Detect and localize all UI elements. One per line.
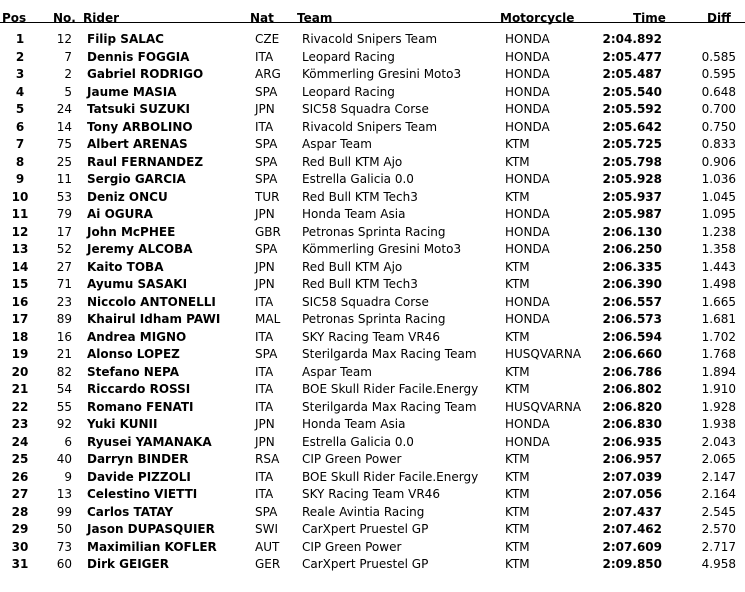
- cell-pos: 14: [11, 259, 29, 274]
- cell-team: SKY Racing Team VR46: [302, 487, 440, 501]
- cell-no: 52: [56, 242, 72, 256]
- cell-rider: Carlos TATAY: [87, 504, 174, 519]
- cell-rider: Ayumu SASAKI: [87, 277, 188, 291]
- cell-team: Sterilgarda Max Racing Team: [302, 399, 477, 414]
- cell-rider: Darryn BINDER: [87, 452, 189, 466]
- cell-pos: 23: [11, 417, 29, 431]
- cell-diff: 1.910: [701, 382, 736, 396]
- cell-pos: 8: [15, 154, 25, 169]
- cell-time: 2:06.935: [602, 434, 662, 449]
- cell-rider: Tony ARBOLINO: [87, 119, 193, 134]
- cell-pos: 18: [11, 329, 29, 344]
- cell-rider: Khairul Idham PAWI: [87, 312, 221, 326]
- cell-time: 2:06.660: [602, 347, 662, 361]
- cell-motorcycle: HONDA: [505, 417, 550, 431]
- cell-no: 21: [56, 347, 72, 361]
- cell-time: 2:06.830: [602, 417, 662, 431]
- table-row: [0, 118, 745, 136]
- cell-rider: Riccardo ROSSI: [87, 382, 191, 396]
- cell-diff: 1.443: [701, 259, 736, 274]
- table-row: [0, 205, 745, 223]
- cell-motorcycle: HONDA: [505, 49, 550, 64]
- cell-diff: 1.681: [701, 312, 736, 326]
- cell-diff: 2.570: [701, 522, 736, 536]
- cell-rider: Filip SALAC: [87, 32, 164, 46]
- cell-time: 2:06.594: [602, 329, 662, 344]
- cell-nat: ITA: [255, 382, 274, 396]
- cell-no: 5: [64, 84, 72, 99]
- cell-nat: ARG: [255, 67, 281, 81]
- cell-team: Red Bull KTM Ajo: [302, 154, 403, 169]
- cell-team: Petronas Sprinta Racing: [302, 224, 446, 239]
- cell-pos: 30: [11, 539, 29, 554]
- cell-no: 11: [56, 172, 72, 186]
- table-row: [0, 363, 745, 381]
- cell-no: 40: [56, 452, 72, 466]
- cell-team: Rivacold Snipers Team: [302, 119, 438, 134]
- cell-no: 79: [56, 207, 72, 221]
- cell-rider: Dirk GEIGER: [87, 557, 169, 571]
- cell-pos: 7: [15, 137, 25, 151]
- cell-no: 89: [56, 312, 72, 326]
- cell-pos: 4: [15, 84, 25, 99]
- table-row: [0, 30, 745, 48]
- table-row: [0, 83, 745, 101]
- cell-nat: JPN: [255, 259, 275, 274]
- cell-motorcycle: HONDA: [505, 207, 550, 221]
- cell-diff: 2.164: [701, 487, 736, 501]
- cell-diff: 1.498: [701, 277, 736, 291]
- cell-time: 2:06.130: [602, 224, 662, 239]
- cell-nat: GBR: [255, 224, 281, 239]
- cell-no: 54: [56, 382, 72, 396]
- cell-rider: Jaume MASIA: [87, 84, 177, 99]
- cell-team: Kömmerling Gresini Moto3: [302, 242, 462, 256]
- cell-diff: 2.043: [701, 434, 736, 449]
- cell-team: Red Bull KTM Ajo: [302, 259, 403, 274]
- table-row: [0, 153, 745, 171]
- cell-pos: 3: [15, 67, 25, 81]
- cell-nat: JPN: [255, 434, 275, 449]
- cell-no: 12: [56, 32, 72, 46]
- cell-diff: 2.147: [701, 469, 736, 484]
- cell-rider: Ai OGURA: [87, 207, 153, 221]
- cell-time: 2:06.820: [602, 399, 662, 414]
- cell-motorcycle: HUSQVARNA: [505, 399, 582, 414]
- table-row: [0, 503, 745, 521]
- header-team: Team: [297, 11, 333, 25]
- cell-nat: GER: [255, 557, 281, 571]
- cell-diff: 0.833: [701, 137, 736, 151]
- cell-nat: SPA: [255, 242, 278, 256]
- cell-no: 17: [56, 224, 72, 239]
- cell-diff: 2.065: [701, 452, 736, 466]
- cell-rider: Jeremy ALCOBA: [87, 242, 193, 256]
- cell-motorcycle: HONDA: [505, 434, 550, 449]
- cell-motorcycle: KTM: [505, 154, 530, 169]
- cell-no: 55: [56, 399, 72, 414]
- cell-pos: 19: [11, 347, 29, 361]
- cell-time: 2:05.540: [602, 84, 662, 99]
- cell-motorcycle: HONDA: [505, 242, 550, 256]
- cell-rider: Andrea MIGNO: [87, 329, 187, 344]
- cell-motorcycle: KTM: [505, 382, 530, 396]
- cell-nat: ITA: [255, 294, 274, 309]
- cell-rider: Albert ARENAS: [87, 137, 188, 151]
- cell-no: 2: [64, 67, 72, 81]
- table-row: [0, 310, 745, 328]
- cell-pos: 15: [11, 277, 29, 291]
- table-header: [0, 0, 745, 23]
- cell-pos: 1: [15, 32, 25, 46]
- cell-no: 99: [56, 504, 72, 519]
- cell-motorcycle: KTM: [505, 189, 530, 204]
- cell-team: Petronas Sprinta Racing: [302, 312, 446, 326]
- cell-nat: TUR: [255, 189, 280, 204]
- cell-nat: ITA: [255, 487, 274, 501]
- table-row: [0, 275, 745, 293]
- cell-team: SIC58 Squadra Corse: [302, 294, 429, 309]
- cell-nat: JPN: [255, 102, 275, 116]
- cell-team: Leopard Racing: [302, 49, 395, 64]
- cell-nat: ITA: [255, 469, 274, 484]
- cell-pos: 9: [15, 172, 25, 186]
- cell-diff: 1.095: [701, 207, 736, 221]
- cell-nat: ITA: [255, 329, 274, 344]
- cell-diff: 1.894: [701, 364, 736, 379]
- cell-pos: 17: [11, 312, 29, 326]
- cell-team: BOE Skull Rider Facile.Energy: [302, 469, 479, 484]
- cell-diff: 0.906: [701, 154, 736, 169]
- cell-pos: 29: [11, 522, 29, 536]
- cell-time: 2:07.056: [602, 487, 662, 501]
- cell-nat: AUT: [255, 539, 280, 554]
- cell-team: Aspar Team: [302, 137, 372, 151]
- cell-team: CarXpert Pruestel GP: [302, 522, 429, 536]
- cell-diff: 1.665: [701, 294, 736, 309]
- cell-rider: Romano FENATI: [87, 399, 194, 414]
- cell-rider: Stefano NEPA: [87, 364, 180, 379]
- cell-no: 53: [56, 189, 72, 204]
- cell-team: BOE Skull Rider Facile.Energy: [302, 382, 479, 396]
- cell-rider: Davide PIZZOLI: [87, 469, 191, 484]
- cell-motorcycle: KTM: [505, 557, 530, 571]
- table-row: [0, 433, 745, 451]
- table-row: [0, 328, 745, 346]
- cell-motorcycle: HONDA: [505, 224, 550, 239]
- cell-nat: ITA: [255, 119, 274, 134]
- table-row: [0, 170, 745, 188]
- cell-no: 60: [56, 557, 72, 571]
- cell-time: 2:05.487: [602, 67, 662, 81]
- cell-rider: Jason DUPASQUIER: [87, 522, 215, 536]
- cell-no: 9: [64, 469, 72, 484]
- cell-diff: 0.750: [701, 119, 736, 134]
- table-row: [0, 468, 745, 486]
- cell-motorcycle: HONDA: [505, 32, 550, 46]
- cell-team: Honda Team Asia: [302, 417, 406, 431]
- cell-motorcycle: HONDA: [505, 84, 550, 99]
- cell-team: CarXpert Pruestel GP: [302, 557, 429, 571]
- cell-team: CIP Green Power: [302, 539, 402, 554]
- cell-rider: Raul FERNANDEZ: [87, 154, 204, 169]
- cell-team: CIP Green Power: [302, 452, 402, 466]
- cell-motorcycle: KTM: [505, 277, 530, 291]
- table-row: [0, 188, 745, 206]
- table-row: [0, 293, 745, 311]
- cell-time: 2:05.725: [602, 137, 662, 151]
- table-row: [0, 65, 745, 83]
- cell-rider: Sergio GARCIA: [87, 172, 186, 186]
- cell-time: 2:06.557: [602, 294, 662, 309]
- cell-pos: 5: [15, 102, 25, 116]
- cell-team: SIC58 Squadra Corse: [302, 102, 429, 116]
- cell-pos: 20: [11, 364, 29, 379]
- cell-motorcycle: KTM: [505, 504, 530, 519]
- cell-nat: CZE: [255, 32, 280, 46]
- cell-nat: SPA: [255, 172, 278, 186]
- cell-nat: SPA: [255, 84, 278, 99]
- cell-motorcycle: HONDA: [505, 294, 550, 309]
- cell-pos: 27: [11, 487, 29, 501]
- cell-diff: 0.700: [701, 102, 736, 116]
- header-rider: Rider: [83, 11, 119, 25]
- cell-pos: 25: [11, 452, 29, 466]
- header-nat: Nat: [250, 11, 274, 25]
- cell-diff: 0.595: [701, 67, 736, 81]
- cell-motorcycle: KTM: [505, 137, 530, 151]
- cell-rider: Alonso LOPEZ: [87, 347, 180, 361]
- table-row: [0, 555, 745, 573]
- cell-rider: Gabriel RODRIGO: [87, 67, 204, 81]
- cell-team: Honda Team Asia: [302, 207, 406, 221]
- cell-pos: 10: [11, 189, 29, 204]
- cell-pos: 26: [11, 469, 29, 484]
- cell-time: 2:06.250: [602, 242, 662, 256]
- cell-team: Estrella Galicia 0.0: [302, 172, 414, 186]
- cell-time: 2:07.039: [602, 469, 662, 484]
- cell-nat: SPA: [255, 154, 278, 169]
- table-row: [0, 48, 745, 66]
- cell-rider: Dennis FOGGIA: [87, 49, 190, 64]
- cell-motorcycle: HONDA: [505, 172, 550, 186]
- cell-no: 75: [56, 137, 72, 151]
- cell-time: 2:06.573: [602, 312, 662, 326]
- cell-motorcycle: HONDA: [505, 67, 550, 81]
- cell-team: Leopard Racing: [302, 84, 395, 99]
- cell-no: 7: [64, 49, 72, 64]
- cell-pos: 2: [15, 49, 25, 64]
- cell-team: Kömmerling Gresini Moto3: [302, 67, 462, 81]
- table-row: [0, 258, 745, 276]
- cell-no: 6: [64, 434, 72, 449]
- cell-no: 13: [56, 487, 72, 501]
- cell-nat: ITA: [255, 399, 274, 414]
- cell-time: 2:05.937: [602, 189, 662, 204]
- cell-team: Red Bull KTM Tech3: [302, 277, 418, 291]
- cell-motorcycle: KTM: [505, 539, 530, 554]
- cell-diff: 1.045: [701, 189, 736, 204]
- header-time: Time: [633, 11, 666, 25]
- table-row: [0, 538, 745, 556]
- cell-rider: Niccolo ANTONELLI: [87, 294, 216, 309]
- cell-time: 2:09.850: [602, 557, 662, 571]
- cell-time: 2:06.786: [602, 364, 662, 379]
- cell-motorcycle: KTM: [505, 329, 530, 344]
- cell-diff: 1.928: [701, 399, 736, 414]
- table-row: [0, 135, 745, 153]
- cell-time: 2:05.592: [602, 102, 662, 116]
- cell-motorcycle: KTM: [505, 469, 530, 484]
- cell-diff: 1.358: [701, 242, 736, 256]
- cell-nat: SPA: [255, 347, 278, 361]
- table-row: [0, 485, 745, 503]
- cell-rider: Tatsuki SUZUKI: [87, 102, 191, 116]
- table-row: [0, 380, 745, 398]
- cell-time: 2:05.987: [602, 207, 662, 221]
- table-row: [0, 345, 745, 363]
- cell-motorcycle: HONDA: [505, 102, 550, 116]
- cell-diff: 0.585: [701, 49, 736, 64]
- cell-nat: ITA: [255, 49, 274, 64]
- cell-pos: 12: [11, 224, 29, 239]
- cell-diff: 1.036: [701, 172, 736, 186]
- cell-rider: Kaito TOBA: [87, 259, 164, 274]
- cell-time: 2:06.335: [602, 259, 662, 274]
- cell-diff: 2.545: [701, 504, 736, 519]
- cell-pos: 21: [11, 382, 29, 396]
- cell-team: Rivacold Snipers Team: [302, 32, 438, 46]
- cell-pos: 16: [11, 294, 29, 309]
- cell-nat: RSA: [255, 452, 280, 466]
- cell-diff: 1.938: [701, 417, 736, 431]
- cell-no: 82: [56, 364, 72, 379]
- cell-pos: 22: [11, 399, 29, 414]
- cell-no: 92: [56, 417, 72, 431]
- cell-team: Estrella Galicia 0.0: [302, 434, 414, 449]
- cell-no: 24: [56, 102, 72, 116]
- cell-rider: Celestino VIETTI: [87, 487, 198, 501]
- cell-no: 27: [56, 259, 72, 274]
- cell-time: 2:05.477: [602, 49, 662, 64]
- cell-motorcycle: KTM: [505, 364, 530, 379]
- cell-diff: 1.238: [701, 224, 736, 239]
- cell-time: 2:06.957: [602, 452, 662, 466]
- cell-diff: 2.717: [701, 539, 736, 554]
- cell-motorcycle: HUSQVARNA: [505, 347, 582, 361]
- cell-motorcycle: KTM: [505, 522, 530, 536]
- cell-team: Sterilgarda Max Racing Team: [302, 347, 477, 361]
- cell-nat: ITA: [255, 364, 274, 379]
- cell-rider: Ryusei YAMANAKA: [87, 434, 212, 449]
- cell-time: 2:07.609: [602, 539, 662, 554]
- cell-motorcycle: KTM: [505, 259, 530, 274]
- cell-team: Red Bull KTM Tech3: [302, 189, 418, 204]
- cell-no: 71: [56, 277, 72, 291]
- cell-motorcycle: HONDA: [505, 119, 550, 134]
- cell-time: 2:04.892: [602, 32, 662, 46]
- header-no: No.: [53, 11, 76, 25]
- cell-team: Aspar Team: [302, 364, 372, 379]
- cell-no: 14: [56, 119, 72, 134]
- cell-pos: 13: [11, 242, 29, 256]
- cell-time: 2:07.462: [602, 522, 662, 536]
- header-pos: Pos: [2, 11, 27, 25]
- cell-nat: SPA: [255, 504, 278, 519]
- cell-rider: John McPHEE: [87, 224, 176, 239]
- table-row: [0, 398, 745, 416]
- table-row: [0, 450, 745, 468]
- cell-no: 23: [56, 294, 72, 309]
- table-row: [0, 223, 745, 241]
- header-diff: Diff: [707, 11, 731, 25]
- cell-time: 2:05.798: [602, 154, 662, 169]
- cell-no: 25: [56, 154, 72, 169]
- cell-no: 50: [56, 522, 72, 536]
- cell-nat: MAL: [255, 312, 281, 326]
- cell-nat: JPN: [255, 277, 275, 291]
- cell-team: SKY Racing Team VR46: [302, 329, 440, 344]
- cell-rider: Maximilian KOFLER: [87, 539, 217, 554]
- cell-rider: Yuki KUNII: [87, 417, 158, 431]
- cell-pos: 24: [11, 434, 29, 449]
- cell-pos: 28: [11, 504, 29, 519]
- cell-rider: Deniz ONCU: [87, 189, 168, 204]
- cell-motorcycle: HONDA: [505, 312, 550, 326]
- cell-motorcycle: KTM: [505, 487, 530, 501]
- cell-diff: 0.648: [701, 84, 736, 99]
- table-row: [0, 240, 745, 258]
- cell-pos: 11: [11, 207, 29, 221]
- table-row: [0, 415, 745, 433]
- cell-diff: 1.768: [701, 347, 736, 361]
- cell-nat: JPN: [255, 417, 275, 431]
- cell-no: 73: [56, 539, 72, 554]
- cell-nat: JPN: [255, 207, 275, 221]
- cell-diff: 1.702: [701, 329, 736, 344]
- table-row: [0, 100, 745, 118]
- cell-time: 2:05.642: [602, 119, 662, 134]
- cell-time: 2:06.802: [602, 382, 662, 396]
- cell-motorcycle: KTM: [505, 452, 530, 466]
- cell-pos: 6: [15, 119, 25, 134]
- cell-time: 2:05.928: [602, 172, 662, 186]
- header-motorcycle: Motorcycle: [500, 11, 575, 25]
- cell-team: Reale Avintia Racing: [302, 504, 425, 519]
- cell-no: 16: [56, 329, 72, 344]
- table-row: [0, 520, 745, 538]
- cell-time: 2:07.437: [602, 504, 662, 519]
- cell-time: 2:06.390: [602, 277, 662, 291]
- cell-nat: SWI: [255, 522, 279, 536]
- cell-pos: 31: [11, 557, 29, 571]
- cell-diff: 4.958: [701, 557, 736, 571]
- cell-nat: SPA: [255, 137, 278, 151]
